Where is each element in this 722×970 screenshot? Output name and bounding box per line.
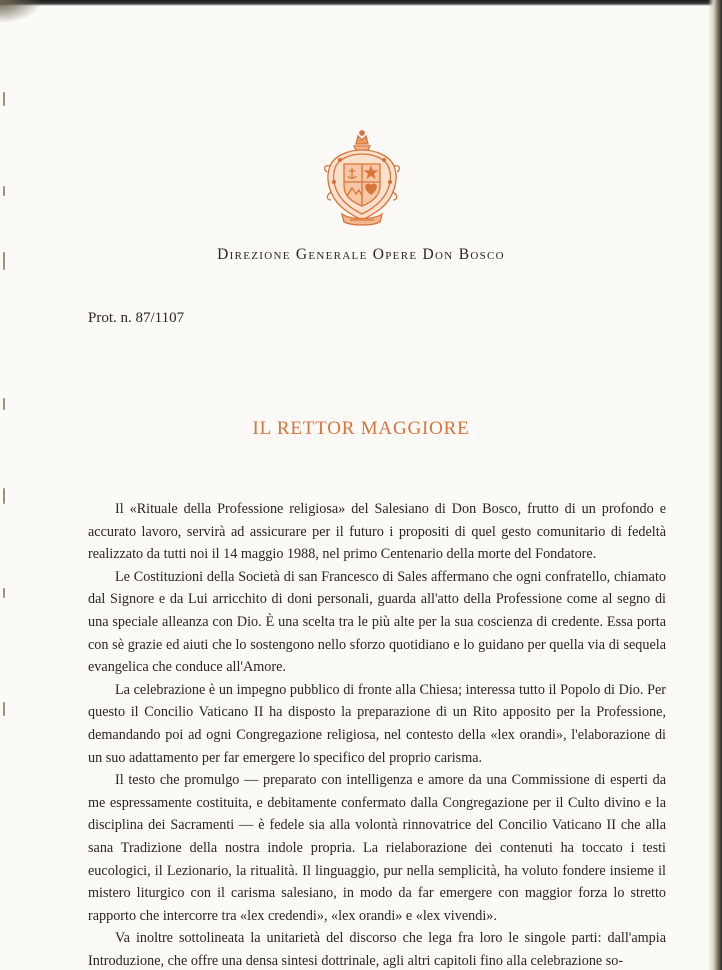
page-binding-edge (708, 0, 722, 970)
body-text (88, 498, 666, 970)
body-paragraph: Va inoltre sottolineata la unitarietà del discorso che lega fra loro le singole parti: dall'ampia Introduzione, che offre una densa sintesi dottrinale, agli altri capitoli fino alla celebrazione so- (88, 930, 666, 969)
protocol-number: Prot. n. 87/1107 (88, 310, 185, 326)
body-paragraph: Il testo che promulgo — preparato con intelligenza e amore da una Commissione di esperti da me espressamente costituita, e debitamente confermato dalla Congregazione per il Culto divino e la disciplina dei Sacramenti — è fedele sia alla volontà rinnovatrice del Concilio Vaticano II che alla sana Tradizione della nostra indole propria. La rielaborazione dei contenuti ha toccato i testi eucologici, il Lezionario, la ritualità. Il linguaggio, pur nella semplicità, ha voluto fondere insieme il mistero liturgico con il carisma salesiano, in modo da far emergere con maggior forza lo stretto rapporto che intercorre tra «lex credendi», «lex orandi» e «lex vivendi». (88, 772, 666, 924)
body-paragraph: La celebrazione è un impegno pubblico di fronte alla Chiesa; interessa tutto il Popolo di Dio. Per questo il Concilio Vaticano II ha disposto la preparazione di un Rito apposito per la Professione, demandando poi ad ogni Congregazione religiosa, nel contesto della «lex orandi», l'elaborazione di un suo adattamento per far emergere lo specifico del proprio carisma. (88, 681, 666, 766)
organization-header: Direzione Generale Opere Don Bosco (217, 246, 505, 263)
page-left-margin-marks (0, 0, 12, 970)
page-top-edge (0, 0, 722, 6)
body-paragraph: Le Costituzioni della Società di san Francesco di Sales affermano che ogni confratello, chiamato dal Signore e da Lui arricchito di doni personali, guarda all'atto della Professione come al segno di una speciale alleanza con Dio. È una scelta tra le più alte per la sua coscienza di credente. Essa porta con sè grazie ed aiuti che lo sostengono nello sforzo quotidiano e lo guidano per quella via di sequela evangelica che conduce all'Amore. (88, 568, 666, 676)
body-paragraph: Il «Rituale della Professione religiosa» del Salesiano di Don Bosco, frutto di un profondo e accurato lavoro, servirà ad assicurare per il futuro i propositi di quel gesto comunitario di fedeltà realizzato da tutti noi il 14 maggio 1988, nel primo Centenario della morte del Fondatore. (88, 501, 666, 563)
document-title: IL RETTOR MAGGIORE (252, 418, 470, 439)
salesian-coat-of-arms-icon (320, 126, 404, 230)
